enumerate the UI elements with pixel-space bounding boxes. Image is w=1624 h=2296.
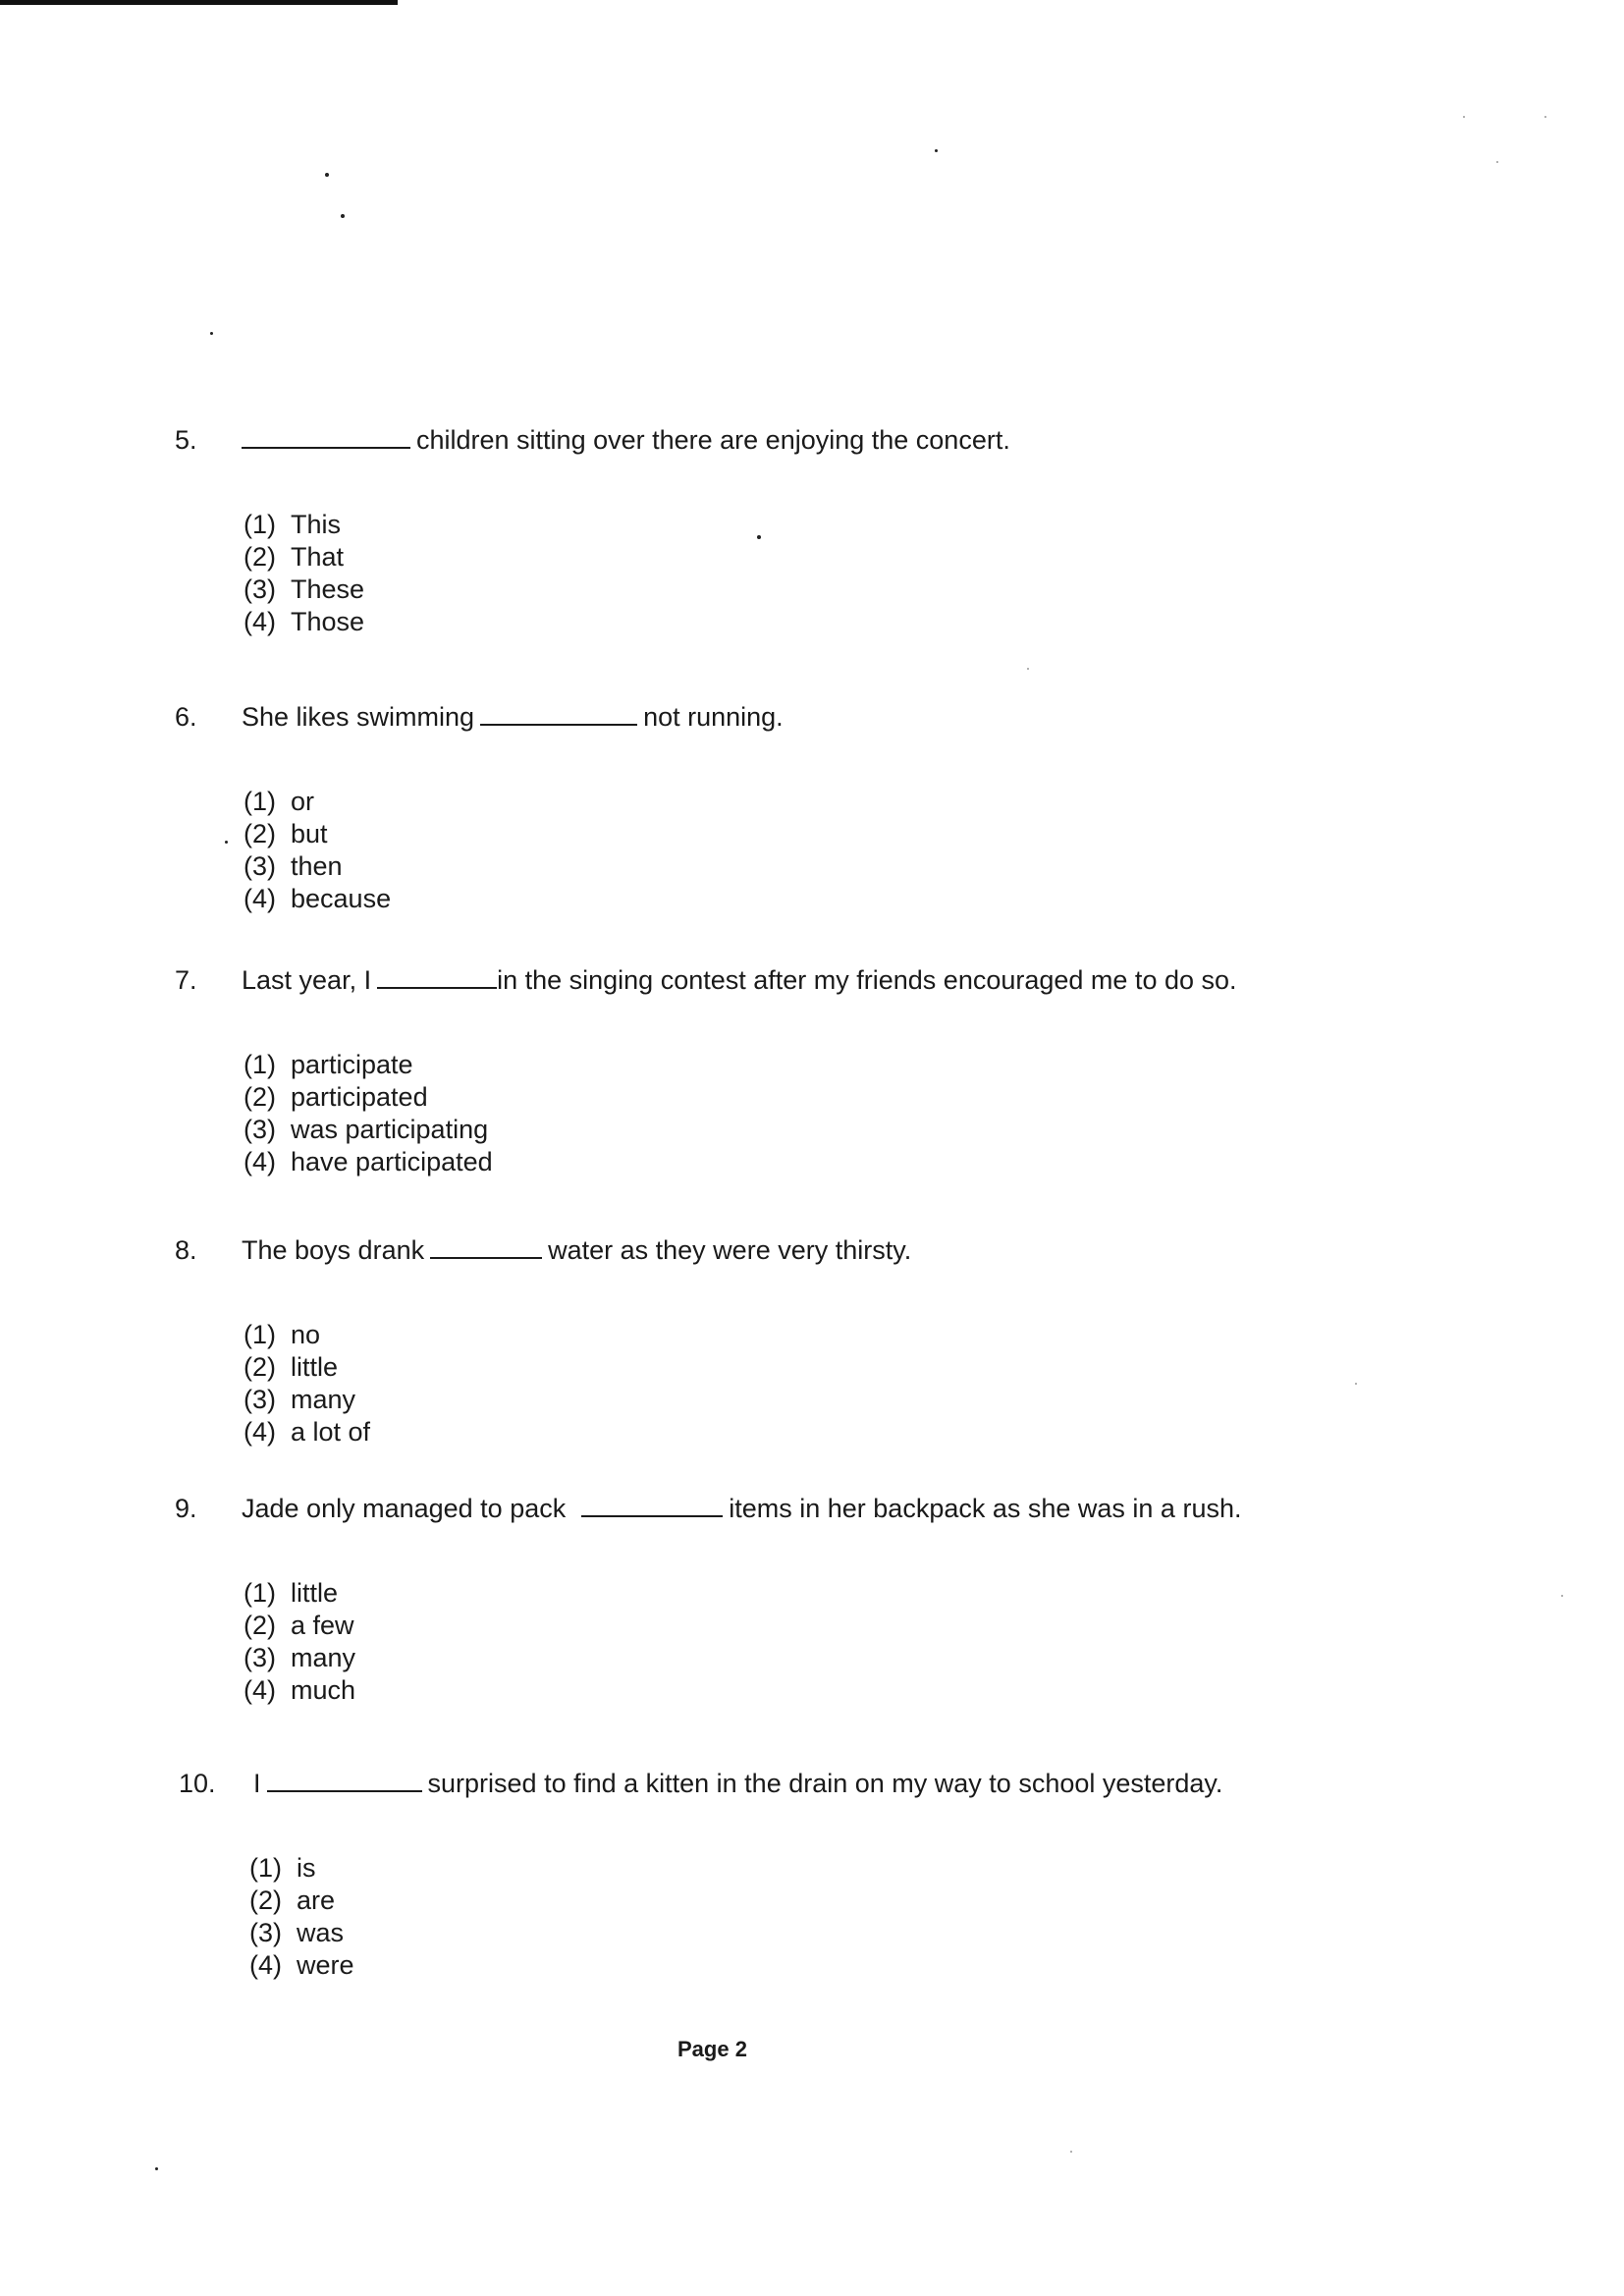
option-1: [244, 1049, 493, 1081]
scan-speck: [155, 2167, 158, 2170]
option-list: [244, 1577, 355, 1707]
option-1: [244, 1319, 370, 1351]
option-text: a few: [291, 1611, 354, 1640]
option-list: [244, 1049, 493, 1178]
option-text: Those: [291, 607, 365, 636]
question-stem: [242, 701, 784, 733]
option-number: (4): [244, 1147, 276, 1176]
question-number: 10.: [179, 1769, 216, 1798]
option-text: many: [291, 1643, 356, 1672]
answer-blank: [377, 965, 497, 989]
option-text: little: [291, 1352, 339, 1382]
option-text: but: [291, 819, 328, 848]
option-2: [249, 1885, 354, 1917]
option-text: was: [297, 1918, 345, 1947]
option-number: (1): [244, 787, 276, 816]
option-list: [244, 509, 364, 638]
stem-after: items in her backpack as she was in a rush.: [729, 1494, 1242, 1523]
option-number: (2): [244, 1352, 276, 1382]
option-number: (2): [249, 1886, 282, 1915]
option-text: many: [291, 1385, 356, 1414]
option-1: [244, 509, 364, 541]
option-1: [249, 1852, 354, 1885]
option-text: participate: [291, 1050, 413, 1079]
scan-speck: [325, 173, 329, 177]
stem-after: children sitting over there are enjoying the concert.: [416, 425, 1010, 455]
option-number: (4): [244, 1417, 276, 1447]
option-3: [244, 1642, 355, 1674]
option-number: (1): [244, 1320, 276, 1349]
option-text: participated: [291, 1082, 428, 1112]
scan-speck: [1544, 116, 1546, 118]
option-list: [249, 1852, 354, 1982]
option-3: [249, 1917, 354, 1949]
option-text: That: [291, 542, 345, 572]
option-4: [244, 1674, 355, 1707]
option-list: [244, 786, 391, 915]
option-text: were: [297, 1950, 354, 1980]
option-number: (1): [244, 1578, 276, 1608]
option-number: (3): [244, 1643, 276, 1672]
option-3: [244, 1114, 493, 1146]
option-number: (3): [249, 1918, 282, 1947]
answer-blank: [480, 702, 637, 726]
option-number: (4): [244, 884, 276, 913]
stem-after: surprised to find a kitten in the drain on my way to school yesterday.: [427, 1769, 1223, 1798]
question-number: 8.: [175, 1235, 197, 1265]
scan-speck: [935, 149, 938, 152]
option-4: [244, 883, 391, 915]
scan-edge-mark: [0, 0, 398, 5]
option-number: (1): [244, 1050, 276, 1079]
option-number: (4): [244, 607, 276, 636]
scan-speck: [1027, 668, 1029, 670]
question-stem: [242, 1234, 911, 1266]
option-number: (1): [249, 1853, 282, 1883]
option-text: no: [291, 1320, 321, 1349]
option-number: (2): [244, 1611, 276, 1640]
stem-before: The boys drank: [242, 1235, 425, 1265]
option-4: [244, 606, 364, 638]
answer-blank: [242, 425, 410, 449]
scan-speck: [1355, 1383, 1357, 1385]
option-text: because: [291, 884, 392, 913]
option-number: (3): [244, 574, 276, 604]
option-number: (2): [244, 1082, 276, 1112]
option-number: (2): [244, 542, 276, 572]
question-number: 7.: [175, 965, 197, 995]
option-2: [244, 818, 391, 850]
stem-before: Jade only managed to pack: [242, 1494, 567, 1523]
option-number: (1): [244, 510, 276, 539]
option-3: [244, 1384, 370, 1416]
stem-after: in the singing contest after my friends encouraged me to do so.: [497, 965, 1237, 995]
option-number: (2): [244, 819, 276, 848]
question-stem: [253, 1768, 1222, 1799]
option-number: (3): [244, 851, 276, 881]
question-number: 6.: [175, 702, 197, 732]
option-number: (3): [244, 1115, 276, 1144]
option-text: much: [291, 1675, 356, 1705]
option-text: have participated: [291, 1147, 493, 1176]
option-text: a lot of: [291, 1417, 371, 1447]
option-1: [244, 1577, 355, 1610]
stem-before: Last year, I: [242, 965, 372, 995]
stem-before: She likes swimming: [242, 702, 475, 732]
answer-blank: [581, 1494, 723, 1517]
question-stem: [242, 424, 1010, 456]
option-3: [244, 850, 391, 883]
option-1: [244, 786, 391, 818]
option-4: [249, 1949, 354, 1982]
option-number: (4): [249, 1950, 282, 1980]
option-text: This: [291, 510, 342, 539]
scan-speck: [210, 332, 213, 335]
scan-speck: [1561, 1595, 1563, 1597]
question-stem: [242, 964, 1237, 996]
scan-speck: [225, 841, 228, 844]
scan-speck: [1070, 2151, 1072, 2153]
page-number: Page 2: [677, 2037, 747, 2061]
option-text: was participating: [291, 1115, 489, 1144]
option-text: little: [291, 1578, 339, 1608]
option-number: (3): [244, 1385, 276, 1414]
question-number: 9.: [175, 1494, 197, 1523]
option-text: then: [291, 851, 343, 881]
option-2: [244, 1081, 493, 1114]
question-stem: [242, 1493, 1241, 1524]
answer-blank: [267, 1769, 422, 1792]
option-text: These: [291, 574, 365, 604]
scan-speck: [1496, 161, 1498, 163]
option-4: [244, 1416, 370, 1449]
option-4: [244, 1146, 493, 1178]
option-2: [244, 541, 364, 574]
option-2: [244, 1610, 355, 1642]
stem-after: water as they were very thirsty.: [548, 1235, 912, 1265]
option-list: [244, 1319, 370, 1449]
option-2: [244, 1351, 370, 1384]
option-text: are: [297, 1886, 336, 1915]
answer-blank: [430, 1235, 542, 1259]
option-3: [244, 574, 364, 606]
option-number: (4): [244, 1675, 276, 1705]
question-number: 5.: [175, 425, 197, 455]
option-text: is: [297, 1853, 316, 1883]
stem-before: I: [253, 1769, 261, 1798]
scan-speck: [1463, 116, 1465, 118]
option-text: or: [291, 787, 315, 816]
scan-speck: [341, 214, 345, 218]
scan-speck: [757, 535, 761, 539]
stem-after: not running.: [643, 702, 784, 732]
